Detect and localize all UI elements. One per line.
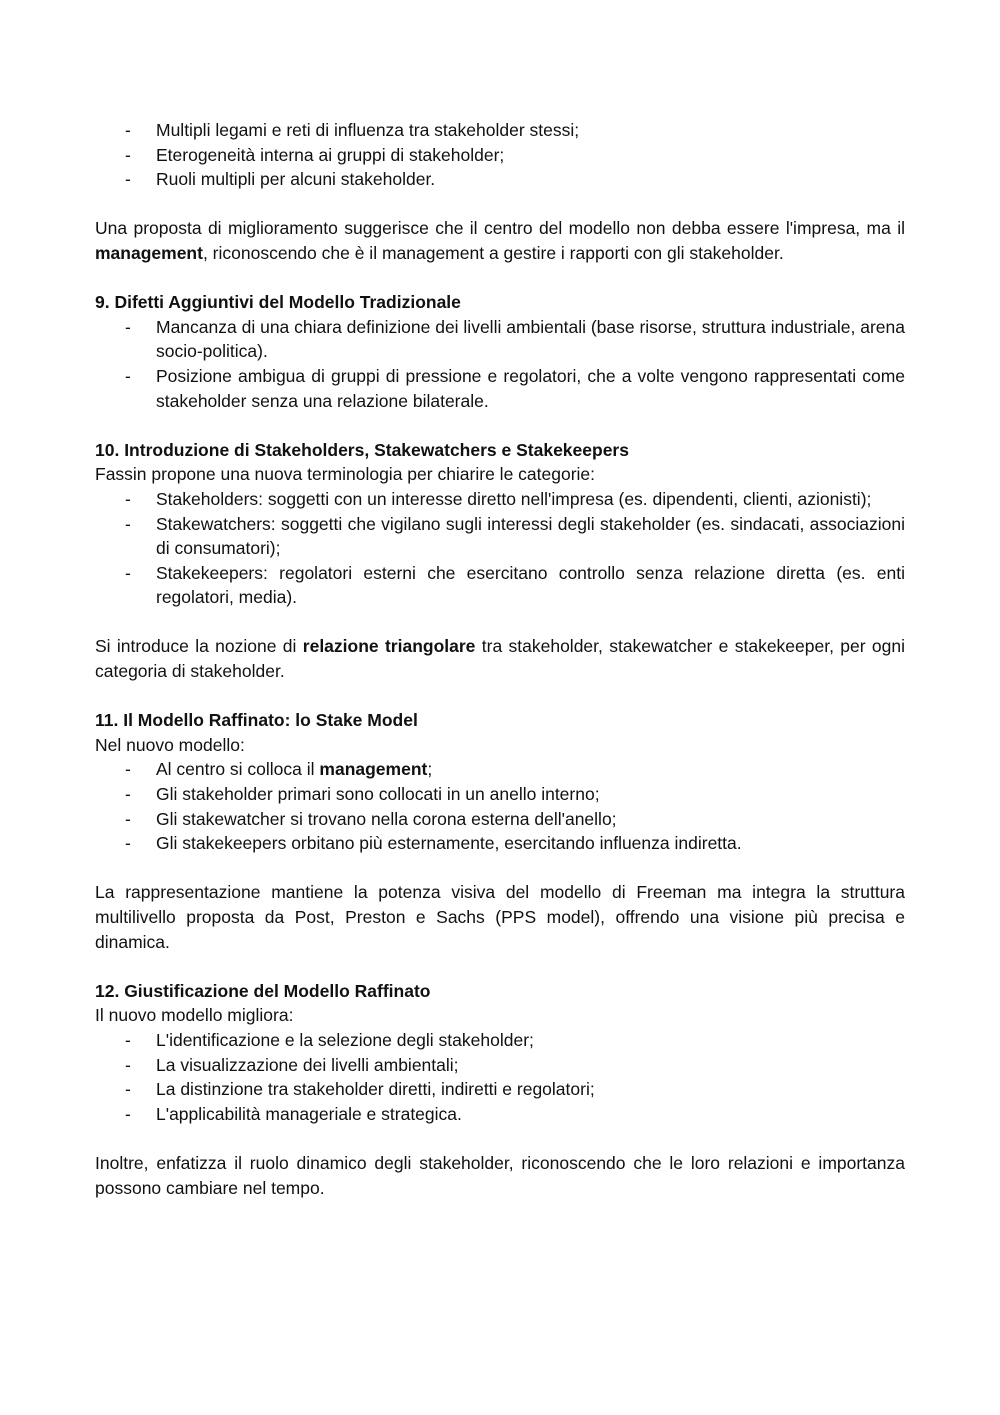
section-12-list — [95, 1028, 905, 1126]
list-item: - Ruoli multipli per alcuni stakeholder. — [95, 167, 905, 192]
section-12-lead: Il nuovo modello migliora: — [95, 1005, 294, 1026]
section-11-list — [95, 757, 905, 855]
intro-list — [95, 118, 905, 192]
list-item: - Gli stakekeepers orbitano più esternamente, esercitando influenza indiretta. — [95, 831, 905, 856]
section-11-lead: Nel nuovo modello: — [95, 734, 245, 755]
section-12-title: 12. Giustificazione del Modello Raffinato — [95, 980, 431, 1001]
list-item: - Al centro si colloca il management; — [95, 757, 905, 782]
list-item: - L'identificazione e la selezione degli stakeholder; — [95, 1028, 905, 1053]
list-item: - Gli stakeholder primari sono collocati in un anello interno; — [95, 782, 905, 807]
list-item: - La visualizzazione dei livelli ambientali; — [95, 1053, 905, 1078]
list-item: - La distinzione tra stakeholder diretti, indiretti e regolatori; — [95, 1077, 905, 1102]
list-item: - Posizione ambigua di gruppi di pressione e regolatori, che a volte vengono rappresentati come stakeholder senza una relazione bilaterale. — [95, 364, 905, 413]
proposal-paragraph: Una proposta di miglioramento suggerisce che il centro del modello non debba essere l'impresa, ma il management, riconoscendo che è il management a gestire i rapporti con gli stakeholder. — [95, 218, 905, 263]
list-item: - Multipli legami e reti di influenza tra stakeholder stessi; — [95, 118, 905, 143]
section-11-paragraph: La rappresentazione mantiene la potenza visiva del modello di Freeman ma integra la struttura multilivello proposta da Post, Preston e Sachs (PPS model), offrendo una visione più precisa e dinamica. — [95, 882, 905, 952]
list-item: - Stakewatchers: soggetti che vigilano sugli interessi degli stakeholder (es. sindacati, associazioni di consumatori); — [95, 512, 905, 561]
list-item: - Stakeholders: soggetti con un interesse diretto nell'impresa (es. dipendenti, clienti, azionisti); — [95, 487, 905, 512]
section-10-lead: Fassin propone una nuova terminologia per chiarire le categorie: — [95, 464, 596, 485]
section-11-title: 11. Il Modello Raffinato: lo Stake Model — [95, 710, 418, 731]
section-10-paragraph: Si introduce la nozione di relazione triangolare tra stakeholder, stakewatcher e stakekeeper, per ogni categoria di stakeholder. — [95, 636, 906, 682]
section-9-title: 9. Difetti Aggiuntivi del Modello Tradizionale — [95, 292, 461, 313]
section-9-list — [95, 315, 905, 413]
section-10-list — [95, 487, 905, 610]
section-12-paragraph: Inoltre, enfatizza il ruolo dinamico degli stakeholder, riconoscendo che le loro relazioni e importanza possono cambiare nel tempo. — [95, 1152, 905, 1198]
document-page — [95, 118, 905, 1200]
list-item: - Mancanza di una chiara definizione dei livelli ambientali (base risorse, struttura industriale, arena socio-politica). — [95, 315, 905, 364]
list-item: - Stakekeepers: regolatori esterni che esercitano controllo senza relazione diretta (es. enti regolatori, media). — [95, 561, 905, 610]
section-10-title: 10. Introduzione di Stakeholders, Stakewatchers e Stakekeepers — [95, 439, 629, 460]
list-item: - Eterogeneità interna ai gruppi di stakeholder; — [95, 143, 905, 168]
list-item: - Gli stakewatcher si trovano nella corona esterna dell'anello; — [95, 807, 905, 832]
list-item: - L'applicabilità manageriale e strategica. — [95, 1102, 905, 1127]
